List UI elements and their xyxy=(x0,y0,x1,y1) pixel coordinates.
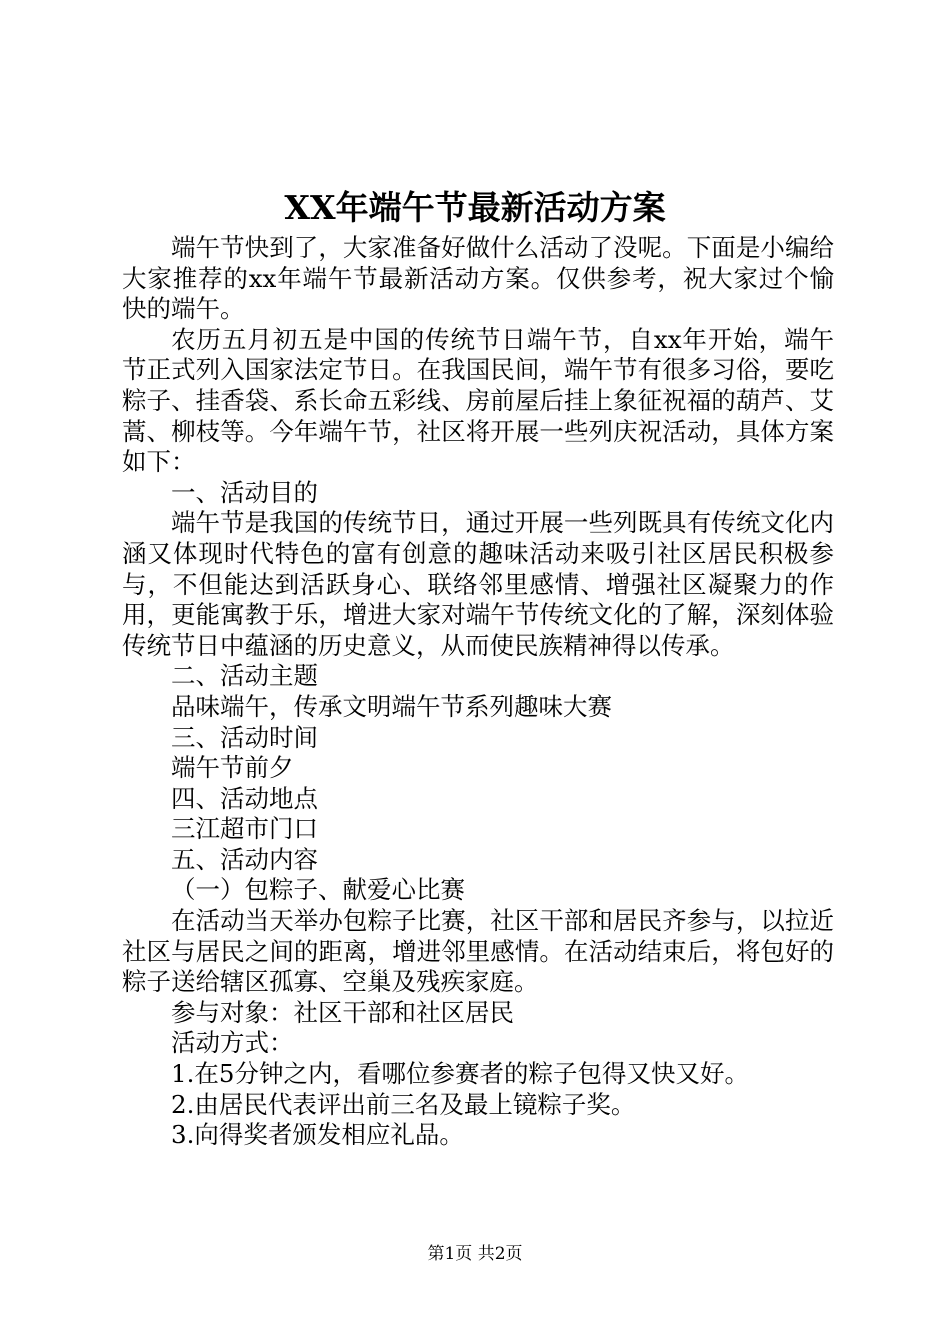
document-title: XX年端午节最新活动方案 xyxy=(284,188,666,227)
document-body xyxy=(122,233,834,1151)
heading-activity-theme: 二、活动主题 xyxy=(171,661,318,691)
heading-activity-content: 五、活动内容 xyxy=(171,844,318,874)
page-footer: 第1页 共2页 xyxy=(427,1244,523,1264)
paragraph-activity-theme: 品味端午，传承文明端午节系列趣味大赛 xyxy=(171,691,612,721)
paragraph-activity-location: 三江超市门口 xyxy=(171,814,318,844)
heading-activity-location: 四、活动地点 xyxy=(171,783,318,813)
heading-activity-time: 三、活动时间 xyxy=(171,722,318,752)
paragraph-intro: 端午节快到了，大家准备好做什么活动了没呢。下面是小编给大家推荐的xx年端午节最新活动方案。仅供参考，祝大家过个愉快的端午。 xyxy=(122,233,834,324)
paragraph-activity-time: 端午节前夕 xyxy=(171,753,294,783)
paragraph-participants: 参与对象：社区干部和社区居民 xyxy=(171,997,514,1027)
paragraph-method-label: 活动方式： xyxy=(171,1028,294,1058)
heading-activity-purpose: 一、活动目的 xyxy=(171,477,318,507)
paragraph-activity-purpose: 端午节是我国的传统节日，通过开展一些列既具有传统文化内涵又体现时代特色的富有创意的趣味活动来吸引社区居民积极参与，不但能达到活跃身心、联络邻里感情、增强社区凝聚力的作用，更能寓教于乐，增进大家对端午节传统文化的了解，深刻体验传统节日中蕴涵的历史意义，从而使民族精神得以传承。 xyxy=(122,508,834,660)
list-item-method-2: 2.由居民代表评出前三名及最上镜粽子奖。 xyxy=(171,1089,636,1119)
subheading-zongzi-contest: （一）包粽子、献爱心比赛 xyxy=(171,875,465,905)
paragraph-background: 农历五月初五是中国的传统节日端午节，自xx年开始，端午节正式列入国家法定节日。在我国民间，端午节有很多习俗，要吃粽子、挂香袋、系长命五彩线、房前屋后挂上象征祝福的葫芦、艾蒿、柳枝等。今年端午节，社区将开展一些列庆祝活动，具体方案如下： xyxy=(122,324,834,477)
list-item-method-1: 1.在5分钟之内，看哪位参赛者的粽子包得又快又好。 xyxy=(171,1059,749,1089)
paragraph-zongzi-contest: 在活动当天举办包粽子比赛，社区干部和居民齐参与，以拉近社区与居民之间的距离，增进邻里感情。在活动结束后，将包好的粽子送给辖区孤寡、空巢及残疾家庭。 xyxy=(122,906,834,997)
list-item-method-3: 3.向得奖者颁发相应礼品。 xyxy=(171,1120,464,1150)
